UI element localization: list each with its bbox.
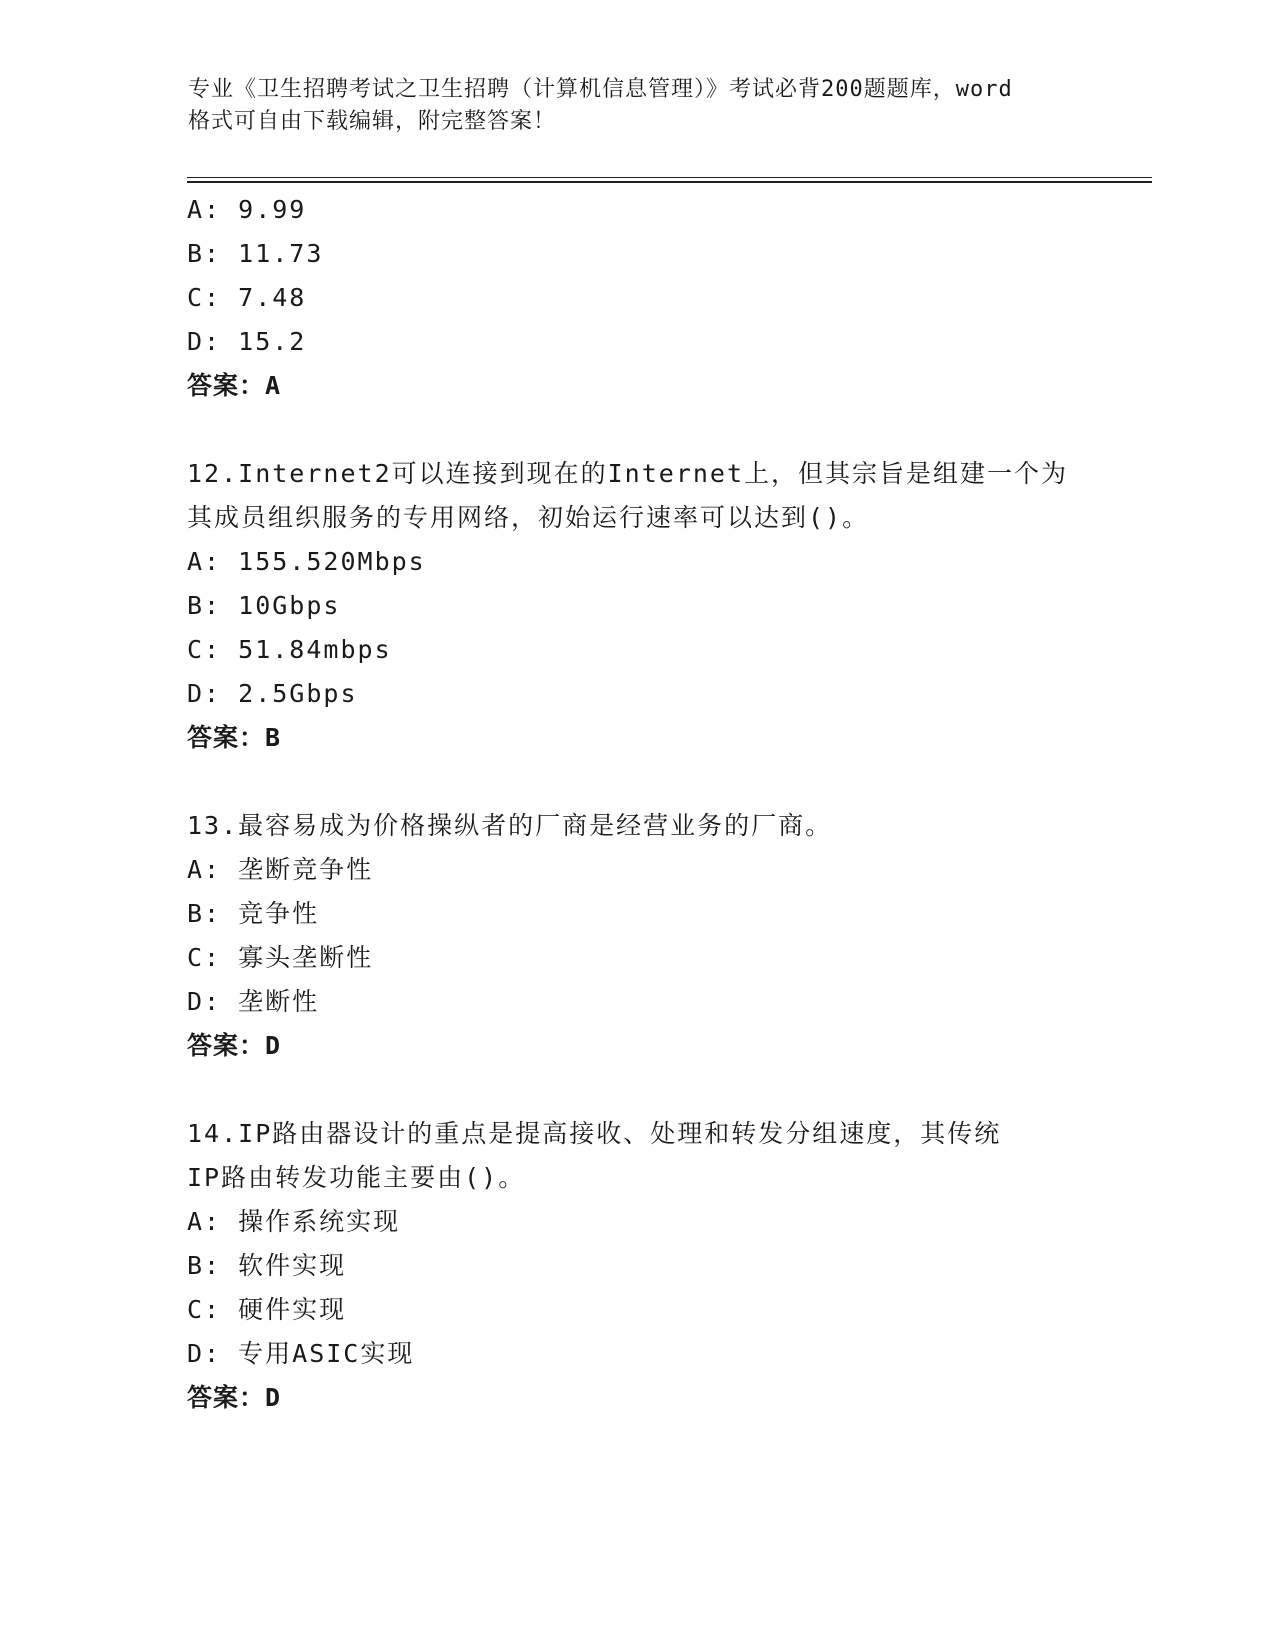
q14-option-b: B: 软件实现 [187, 1251, 347, 1280]
q11-answer: 答案：A [187, 371, 282, 400]
q13-stem-line-1: 13.最容易成为价格操纵者的厂商是经营业务的厂商。 [187, 811, 833, 840]
header-line-1: 专业《卫生招聘考试之卫生招聘（计算机信息管理）》考试必背200题题库，word [188, 77, 1013, 102]
q14-option-a: A: 操作系统实现 [187, 1207, 401, 1236]
q12-option-d: D: 2.5Gbps [187, 679, 358, 708]
q11-option-d: D: 15.2 [187, 327, 307, 356]
header-divider-bottom [187, 181, 1152, 183]
header-divider-top [187, 177, 1152, 178]
header-line-2: 格式可自由下载编辑，附完整答案！ [188, 109, 557, 134]
document-header [188, 74, 1088, 138]
q14-stem-line-2: IP路由转发功能主要由()。 [187, 1163, 526, 1192]
q12-answer: 答案：B [187, 723, 282, 752]
q11-option-c: C: 7.48 [187, 283, 307, 312]
q13-option-b: B: 竞争性 [187, 899, 320, 928]
q12-option-a: A: 155.520Mbps [187, 547, 426, 576]
q14-answer: 答案：D [187, 1383, 282, 1412]
q11-option-b: B: 11.73 [187, 239, 324, 268]
q12-stem-line-2: 其成员组织服务的专用网络，初始运行速率可以达到()。 [187, 503, 870, 532]
q13-answer: 答案：D [187, 1031, 282, 1060]
q14-option-d: D: 专用ASIC实现 [187, 1339, 415, 1368]
q14-stem-line-1: 14.IP路由器设计的重点是提高接收、处理和转发分组速度，其传统 [187, 1119, 1002, 1148]
q13-option-c: C: 寡头垄断性 [187, 943, 374, 972]
q11-option-a: A: 9.99 [187, 195, 307, 224]
q13-option-a: A: 垄断竞争性 [187, 855, 374, 884]
q14-option-c: C: 硬件实现 [187, 1295, 347, 1324]
q13-option-d: D: 垄断性 [187, 987, 320, 1016]
q12-stem-line-1: 12.Internet2可以连接到现在的Internet上，但其宗旨是组建一个为 [187, 459, 1069, 488]
q12-option-b: B: 10Gbps [187, 591, 341, 620]
q12-option-c: C: 51.84mbps [187, 635, 392, 664]
